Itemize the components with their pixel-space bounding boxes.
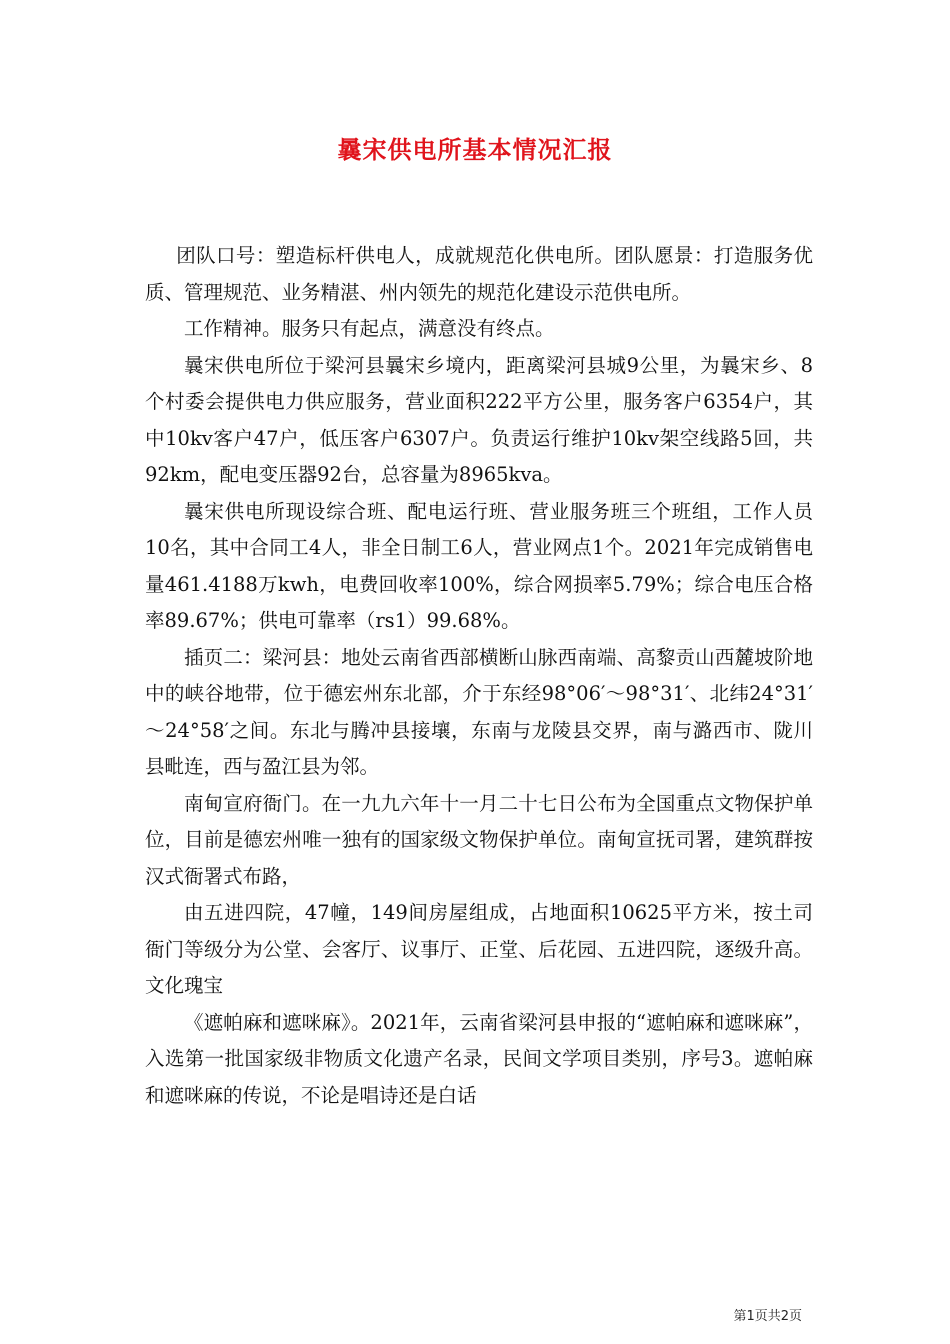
paragraph-county-geography: 插页二：梁河县：地处云南省西部横断山脉西南端、高黎贡山西麓坡阶地中的峡谷地带，位于德宏州东北部，介于东经98°06′～98°31′、北纬24°31′～24°58′之间。东北与腾冲县接壤，东南与龙陵县交界，南与潞西市、陇川县毗连，西与盈江县为邻。 bbox=[145, 645, 813, 778]
document-body bbox=[145, 238, 813, 1114]
paragraph-yamen: 南甸宣府衙门。在一九九六年十一月二十七日公布为全国重点文物保护单位，目前是德宏州唯一独有的国家级文物保护单位。南甸宣抚司署，建筑群按汉式衙署式布路， bbox=[145, 791, 813, 888]
paragraph-staffing: 曩宋供电所现设综合班、配电运行班、营业服务班三个班组，工作人员10名，其中合同工4人，非全日制工6人，营业网点1个。2021年完成销售电量461.4188万kwh，电费回收率100%，综合网损率5.79%；综合电压合格率89.67%；供电可靠率（rs1）99.68%。 bbox=[145, 499, 813, 632]
page-title: 曩宋供电所基本情况汇报 bbox=[337, 136, 613, 164]
page-number: 第1页共2页 bbox=[733, 1309, 802, 1324]
paragraph-cultural-heritage: 《遮帕麻和遮咪麻》。2021年，云南省梁河县申报的“遮帕麻和遮咪麻”，入选第一批国家级非物质文化遗产名录，民间文学项目类别，序号3。遮帕麻和遮咪麻的传说，不论是唱诗还是白话 bbox=[145, 1010, 813, 1107]
paragraph-work-spirit: 工作精神。服务只有起点，满意没有终点。 bbox=[184, 317, 555, 340]
paragraph-yamen-layout: 由五进四院，47幢，149间房屋组成，占地面积10625平方米，按土司衙门等级分为公堂、会客厅、议事厅、正堂、后花园、五进四院，逐级升高。文化瑰宝 bbox=[145, 901, 813, 997]
paragraph-team-slogan: 团队口号：塑造标杆供电人，成就规范化供电所。团队愿景：打造服务优质、管理规范、业务精湛、州内领先的规范化建设示范供电所。 bbox=[145, 244, 813, 304]
paragraph-location: 曩宋供电所位于梁河县曩宋乡境内，距离梁河县城9公里，为曩宋乡、8个村委会提供电力供应服务，营业面积222平方公里，服务客户6354户，其中10kv客户47户，低压客户6307户。负责运行维护10kv架空线路5回，共92km，配电变压器92台，总容量为8965kva。 bbox=[145, 353, 813, 486]
